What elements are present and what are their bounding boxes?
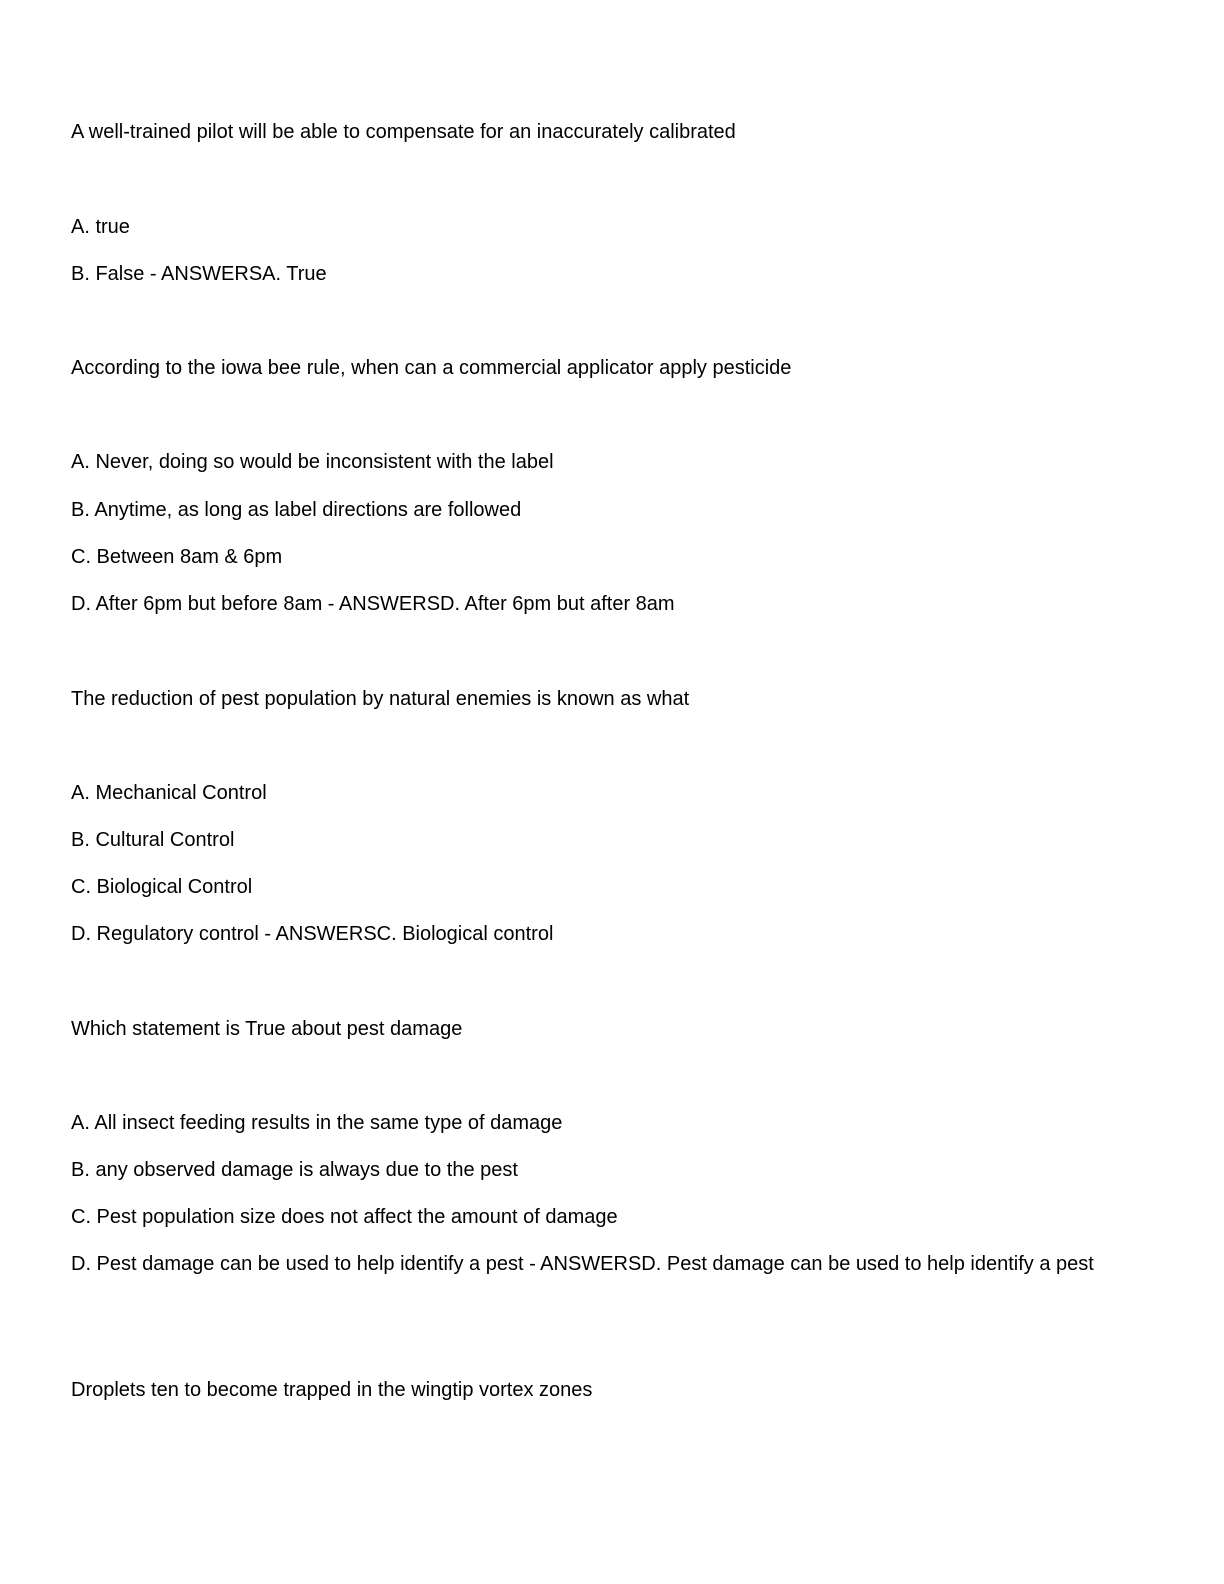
question-5-text: Droplets ten to become trapped in the wingtip vortex zones [71, 1379, 593, 1401]
question-3-text: The reduction of pest population by natural enemies is known as what [71, 688, 690, 710]
question-3-option-a: A. Mechanical Control [71, 782, 267, 804]
question-3-option-d-answer: D. Regulatory control - ANSWERSC. Biological control [71, 923, 554, 945]
question-3-option-b: B. Cultural Control [71, 829, 235, 851]
question-1-option-b-answer: B. False - ANSWERSA. True [71, 263, 327, 285]
question-2-text: According to the iowa bee rule, when can a commercial applicator apply pesticide [71, 357, 792, 379]
question-2-option-a: A. Never, doing so would be inconsistent with the label [71, 451, 554, 473]
question-3-option-c: C. Biological Control [71, 876, 253, 898]
question-1-option-a: A. true [71, 216, 130, 238]
question-1-text: A well-trained pilot will be able to compensate for an inaccurately calibrated [71, 121, 736, 143]
question-2-option-d-answer: D. After 6pm but before 8am - ANSWERSD. After 6pm but after 8am [71, 593, 675, 615]
question-4-option-c: C. Pest population size does not affect the amount of damage [71, 1206, 618, 1228]
question-4-text: Which statement is True about pest damage [71, 1018, 463, 1040]
question-2-option-c: C. Between 8am & 6pm [71, 546, 283, 568]
question-4-option-a: A. All insect feeding results in the same type of damage [71, 1112, 563, 1134]
question-4-option-d-answer: D. Pest damage can be used to help identify a pest - ANSWERSD. Pest damage can be used to help identify a pest [71, 1253, 1094, 1275]
question-2-option-b: B. Anytime, as long as label directions are followed [71, 499, 522, 521]
question-4-option-b: B. any observed damage is always due to the pest [71, 1159, 518, 1181]
